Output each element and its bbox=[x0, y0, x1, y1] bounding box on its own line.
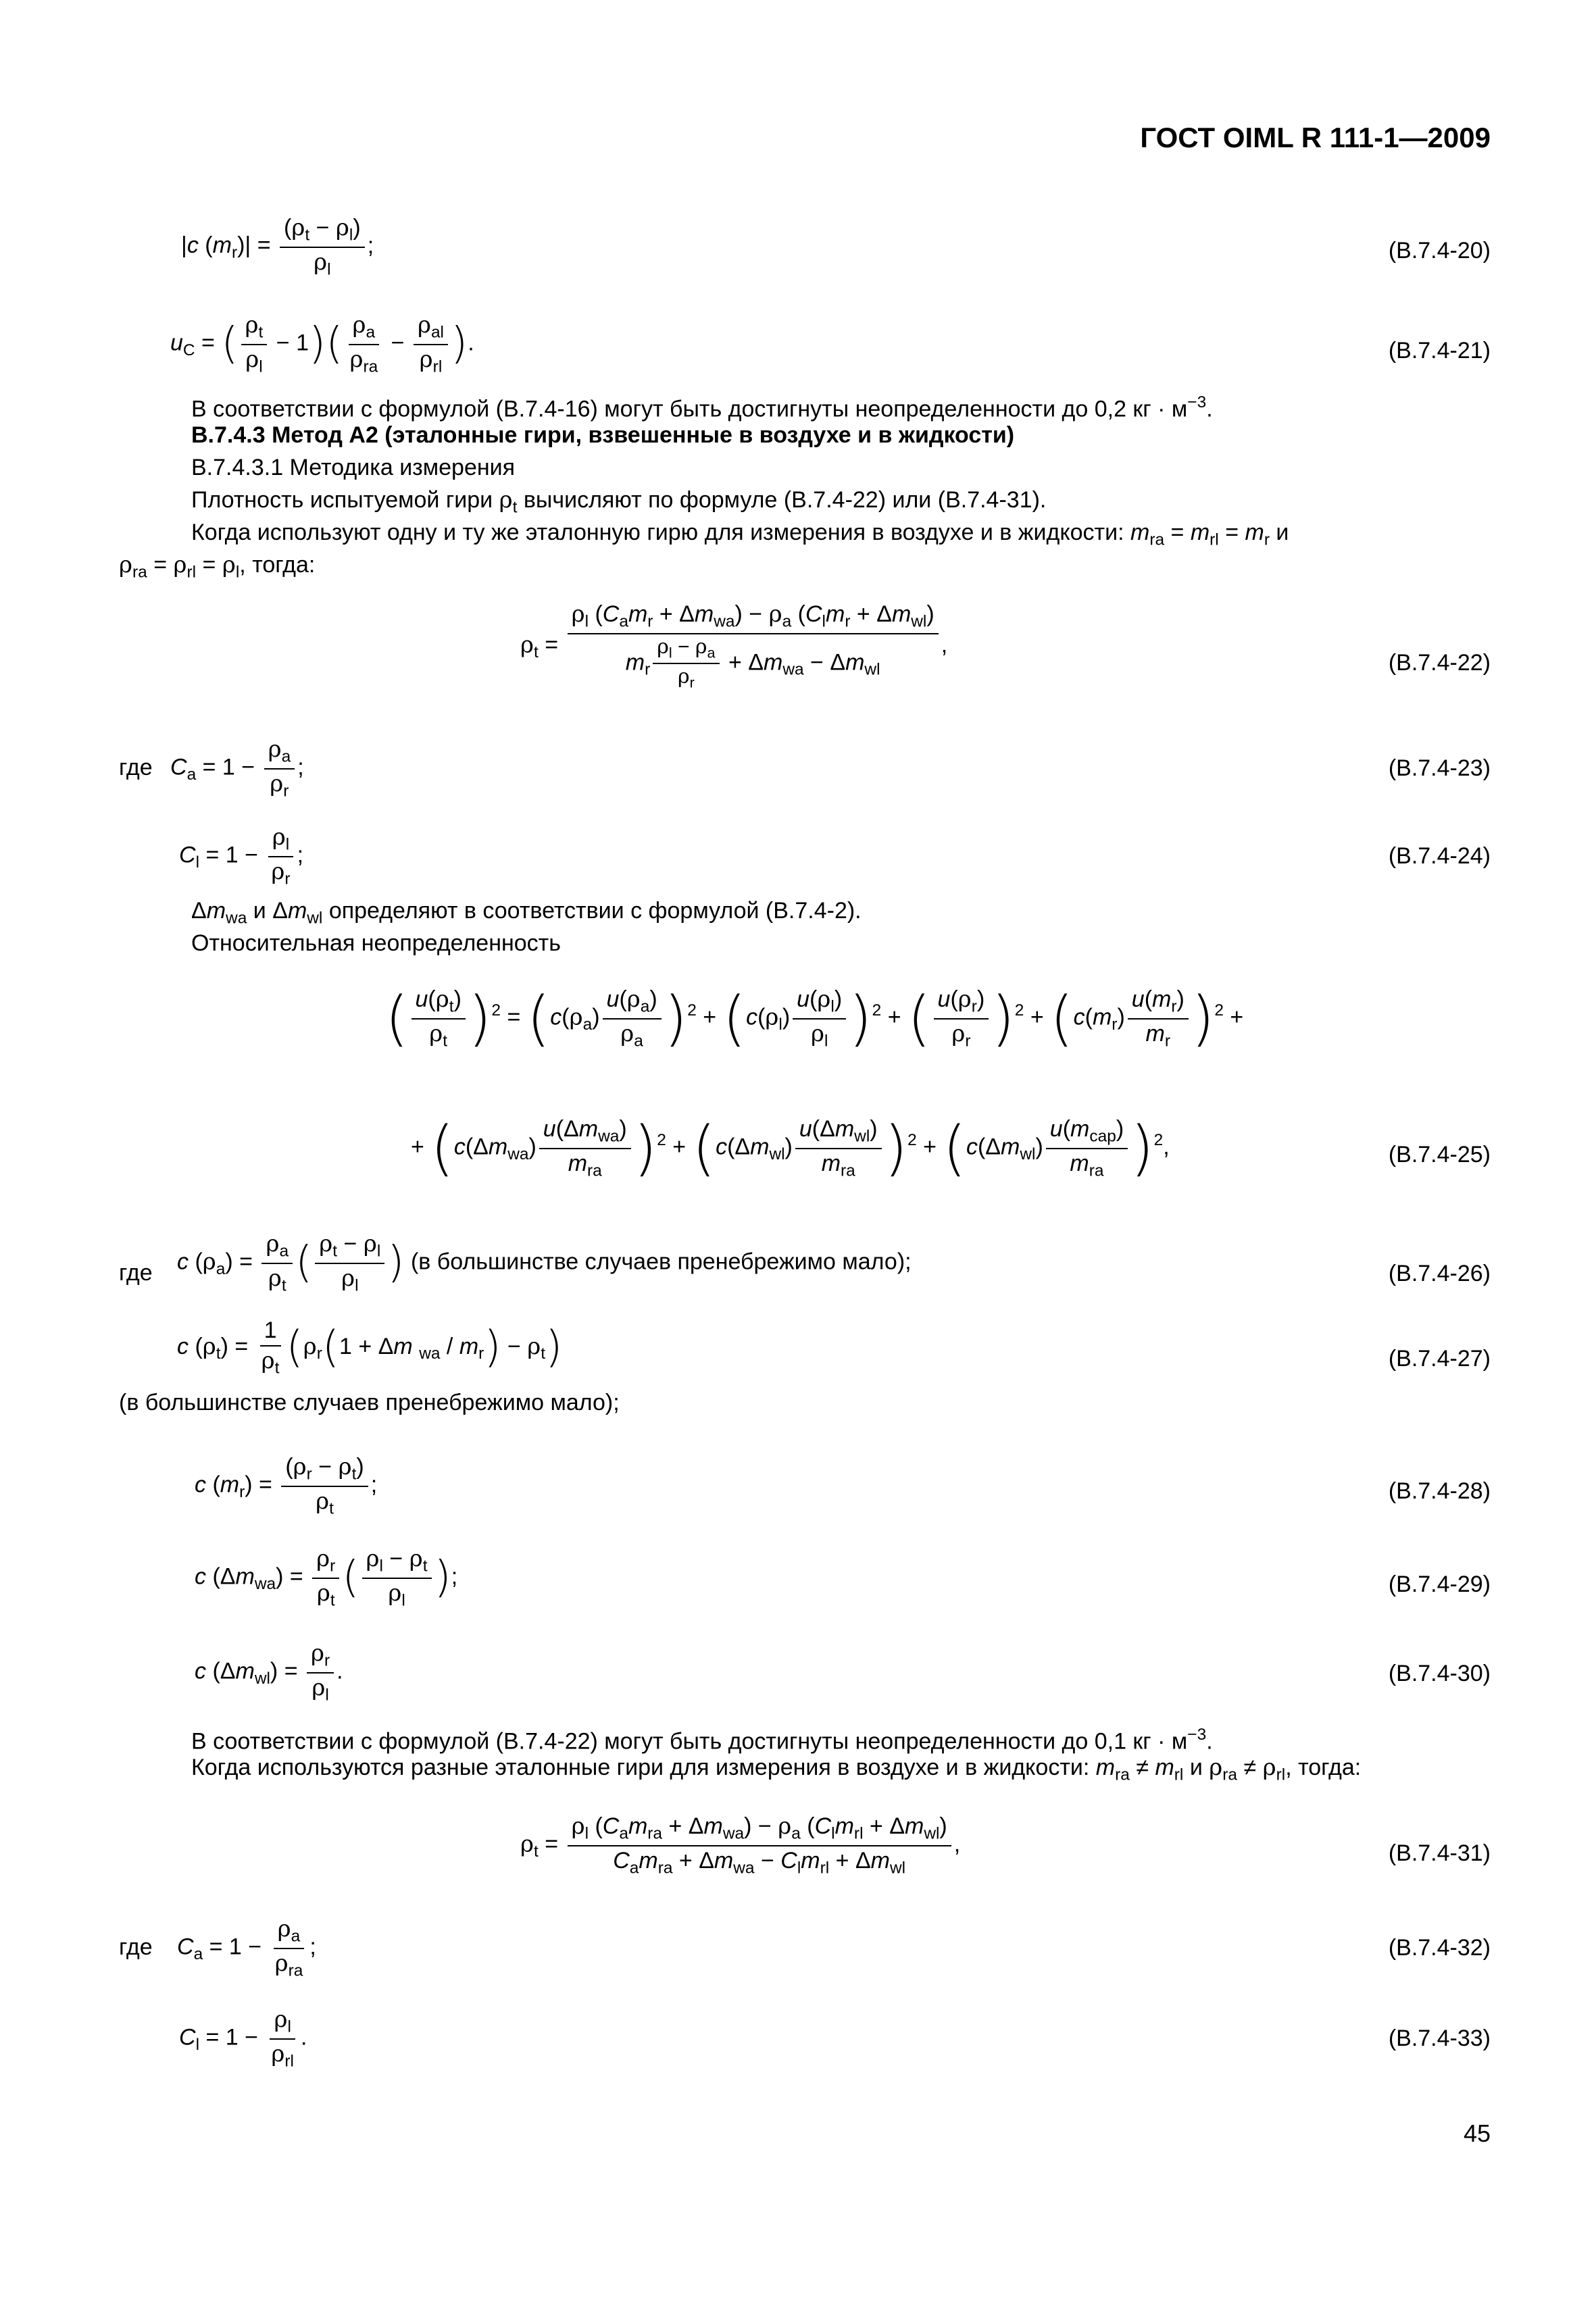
paragraph: $\rho_{ra} = \rho_{rl} = \rho_l$, тогда: bbox=[119, 551, 316, 582]
eq-number: (B.7.4-32) bbox=[1388, 1935, 1491, 1961]
paragraph: Относительная неопределенность bbox=[191, 930, 561, 956]
where-label: где bbox=[119, 1260, 153, 1286]
where-label: где bbox=[119, 1934, 153, 1960]
equation-b7425-line2: + ($c(\Delta m_{wa})$ $\frac{u(\Delta m_{wa})}{m_{ra}}$ )$^2 + (c(\Delta m_{wl})$ $\frac{u(\Delta m_{wl})}{m_{ra}}$ )$^2 + (c(\Delta m_{wl})$ $\frac{u(m_{cap})}{m_{ra}}$ )$^2$, bbox=[411, 1113, 1170, 1183]
eq-number: (B.7.4-30) bbox=[1388, 1661, 1491, 1686]
eq-number: (B.7.4-24) bbox=[1388, 843, 1491, 869]
equation-b7430: c $(\Delta m_{wl})$ = $\frac{\rho_r}{\rho_l}$ . bbox=[195, 1640, 343, 1704]
paragraph: $\Delta m_{wa}$ и $\Delta m_{wl}$ определяют в соответствии с формулой (B.7.4-2). bbox=[191, 898, 862, 928]
equation-b7432: $C_a = 1$ − $\frac{\rho_a}{\rho_{ra}}$ ; bbox=[177, 1915, 316, 1980]
page-number: 45 bbox=[1463, 2119, 1491, 2147]
equation-b7424: $C_l = 1$ − $\frac{\rho_l}{\rho_r}$ ; bbox=[179, 824, 304, 888]
eq-number: (B.7.4-23) bbox=[1388, 755, 1491, 781]
eq-number: (B.7.4-20) bbox=[1388, 238, 1491, 263]
eq-number: (B.7.4-28) bbox=[1388, 1478, 1491, 1504]
eq-number: (B.7.4-21) bbox=[1388, 338, 1491, 363]
standard-header: ГОСТ OIML R 111-1—2009 bbox=[1140, 122, 1491, 153]
paragraph: В соответствии с формулой (B.7.4-22) могут быть достигнуты неопределенности до 0,1 кг · $м^{-3}$. bbox=[191, 1726, 1213, 1755]
equation-b7431: $\rho_t$ = $\frac{\rho_l (C_am_{ra} + \Delta m_{wa}) - \rho_a (C_lm_{rl} + \Delta m_{wl})}{C_am_{ra} + \Delta m_{wa} - C_lm_{rl} + \Delta m_{wl}}$ , bbox=[520, 1813, 961, 1877]
eq-number: (B.7.4-31) bbox=[1388, 1840, 1491, 1866]
eq-number: (B.7.4-22) bbox=[1388, 650, 1491, 676]
eq-number: (B.7.4-33) bbox=[1388, 2026, 1491, 2051]
equation-b7425-line1: ( $\frac{u(\rho_t)}{\rho_t}$ )$^2 = (c(\rho_a)$ $\frac{u(\rho_a)}{\rho_a}$ )$^2 + (c(\rho_l)$ $\frac{u(\rho_l)}{\rho_l}$ )$^2$ + ( $\frac{u(\rho_r)}{\rho_r}$ )$^2 + (c(m_r)$ $\frac{u(m_r)}{m_r}$ )$^2$ + bbox=[385, 983, 1244, 1053]
equation-b7429: c $(\Delta m_{wa})$ = $\frac{\rho_r}{\rho_t}$ ( $\frac{\rho_l - \rho_t}{\rho_l}$ ); bbox=[195, 1545, 458, 1609]
paragraph: В соответствии с формулой (B.7.4-16) могут быть достигнуты неопределенности до 0,2 кг · $м^{-3}$. bbox=[191, 393, 1213, 422]
eq-number: (B.7.4-27) bbox=[1388, 1346, 1491, 1372]
where-label: где bbox=[119, 755, 153, 780]
equation-b7426: c $(\rho_a)$ = $\frac{\rho_a}{\rho_t}$ ( $\frac{\rho_t - \rho_l}{\rho_l}$ ) (в большинстве случаев пренебрежимо мало); bbox=[177, 1230, 912, 1294]
section-heading: В.7.4.3 Метод А2 (эталонные гири, взвешенные в воздухе и в жидкости) bbox=[191, 422, 1015, 448]
equation-b7420: |c $(m_r)|$ = $\frac{(\rho_t - \rho_l)}{\rho_l}$ ; bbox=[181, 214, 374, 278]
eq-number: (B.7.4-29) bbox=[1388, 1571, 1491, 1597]
eq-number: (B.7.4-26) bbox=[1388, 1261, 1491, 1286]
subsection-heading: В.7.4.3.1 Методика измерения bbox=[191, 455, 516, 480]
paragraph: (в большинстве случаев пренебрежимо мало); bbox=[119, 1390, 620, 1415]
paragraph: Когда используются разные эталонные гири для измерения в воздухе и в жидкости: $m_{ra} \ne m_{rl}$ и $\rho_{ra} \ne \rho_{rl}$, тогда: bbox=[191, 1754, 1362, 1784]
paragraph: Плотность испытуемой гири $\rho_t$ вычисляют по формуле (B.7.4-22) или (B.7.4-31). bbox=[191, 486, 1047, 517]
eq-number: (B.7.4-25) bbox=[1388, 1142, 1491, 1167]
equation-b7421: $u_C$ = ( $\frac{\rho_t}{\rho_l}$ − 1)( $\frac{\rho_a}{\rho_{ra}}$ − $\frac{\rho_{al}}{\rho_{rl}}$ ). bbox=[170, 311, 474, 376]
paragraph: Когда используют одну и ту же эталонную гирю для измерения в воздухе и в жидкости: $m_{ra} = m_{rl} = m_r$ и bbox=[191, 520, 1289, 549]
equation-b7422: $\rho_t$ = $\rho_l$ $(C_am_r + \Delta m_{wa}) - \rho_a$ $(C_lm_r + \Delta m_{wl})$ $m_r$ $\frac{\rho_l - \rho_a}{\rho_r}$ + $\Delta m_{wa} - \Delta m_{wl}$ , bbox=[520, 601, 948, 691]
equation-b7427: c $(\rho_t)$ = $\frac{1}{\rho_t}$ ($\rho_r(1 + \Delta m$ $_{wa} / m_r) - \rho_t$) bbox=[177, 1317, 563, 1378]
equation-b7423: $C_a = 1$ − $\frac{\rho_a}{\rho_r}$ ; bbox=[170, 736, 304, 800]
equation-b7433: $C_l = 1$ − $\frac{\rho_l}{\rho_{rl}}$ . bbox=[179, 2006, 307, 2070]
equation-b7428: c $(m_r)$ = $\frac{(\rho_r - \rho_t)}{\rho_t}$ ; bbox=[195, 1453, 378, 1517]
